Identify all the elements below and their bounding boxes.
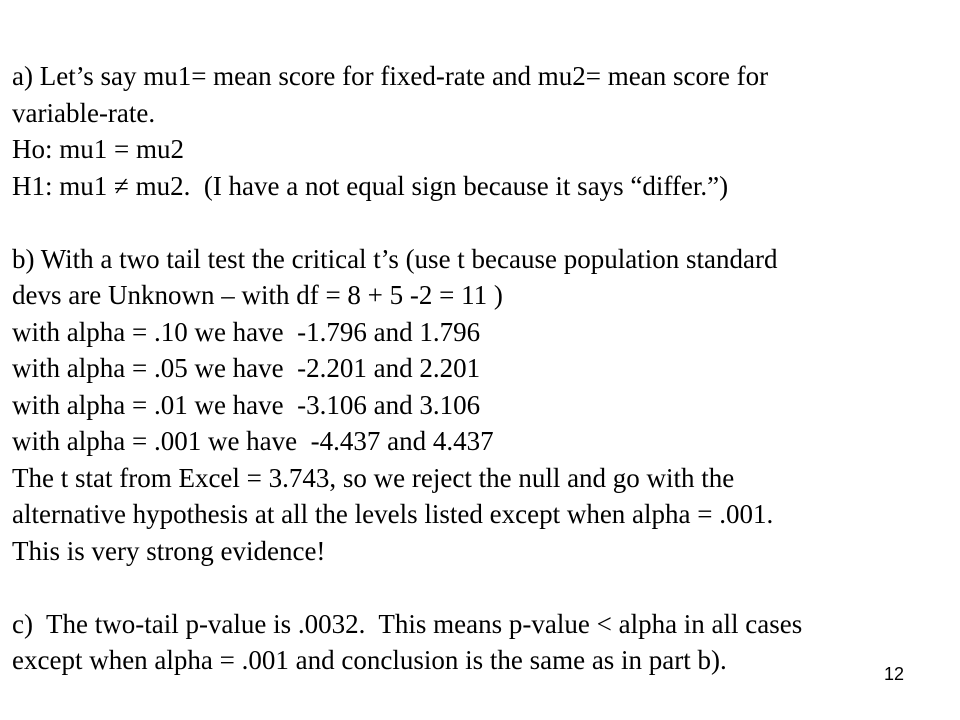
slide-body-text: [12, 58, 952, 679]
part-c-line-2: except when alpha = .001 and conclusion is the same as in part b).: [12, 645, 727, 675]
part-b-line-5: with alpha = .01 we have -3.106 and 3.106: [12, 389, 481, 420]
part-a-line-2: variable-rate.: [12, 97, 156, 128]
part-b-line-8: alternative hypothesis at all the levels listed except when alpha = .001.: [12, 499, 774, 529]
part-b-line-2: devs are Unknown – with df = 8 + 5 -2 = 11 ): [12, 280, 503, 310]
part-b-line-6: with alpha = .001 we have -4.437 and 4.437: [12, 426, 494, 456]
part-b-line-9: This is very strong evidence!: [12, 535, 326, 566]
part-b-line-7: The t stat from Excel = 3.743, so we reject the null and go with the: [12, 462, 735, 493]
part-b-line-1: b) With a two tail test the critical t’s (use t because population standard: [12, 243, 778, 274]
part-c-line-1: c) The two-tail p-value is .0032. This means p-value < alpha in all cases: [12, 608, 803, 639]
page-number: 12: [884, 664, 905, 684]
part-a-line-4: H1: mu1 ≠ mu2. (I have a not equal sign because it says “differ.”): [12, 170, 729, 201]
part-b-line-3: with alpha = .10 we have -1.796 and 1.796: [12, 316, 481, 347]
part-b-line-4: with alpha = .05 we have -2.201 and 2.201: [12, 353, 481, 383]
paragraph-gap: [12, 569, 952, 606]
paragraph-gap: [12, 204, 952, 241]
part-a-line-3: Ho: mu1 = mu2: [12, 134, 184, 164]
part-a-line-1: a) Let’s say mu1= mean score for fixed-rate and mu2= mean score for: [12, 61, 769, 91]
